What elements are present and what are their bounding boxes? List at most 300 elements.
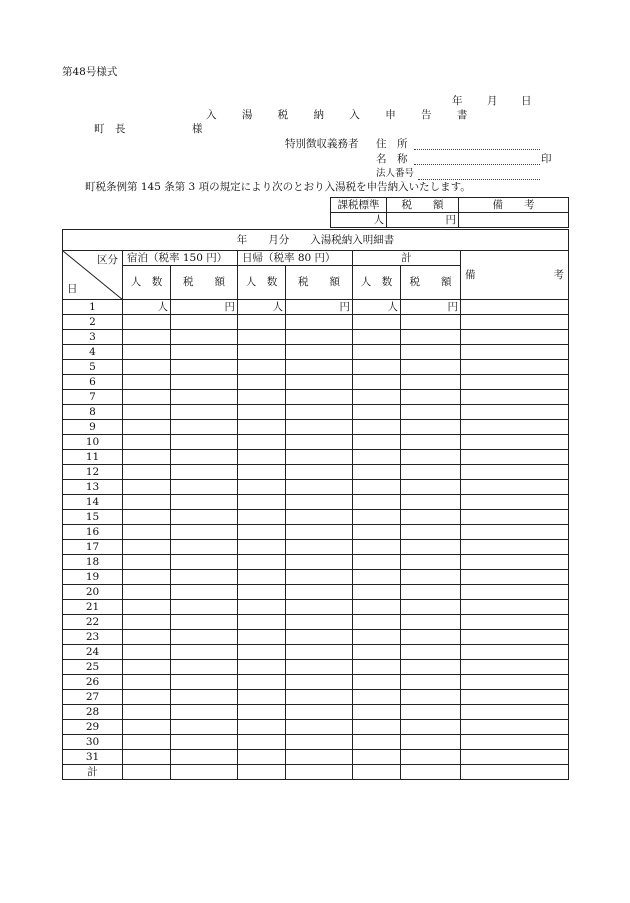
data-cell[interactable]: [286, 525, 353, 540]
data-cell[interactable]: [123, 495, 171, 510]
data-cell[interactable]: [238, 480, 286, 495]
data-cell[interactable]: [238, 675, 286, 690]
data-cell[interactable]: [461, 585, 569, 600]
data-cell[interactable]: [353, 600, 401, 615]
data-cell[interactable]: [461, 495, 569, 510]
corner-top-label: 区分: [97, 254, 118, 266]
data-cell[interactable]: [401, 330, 461, 345]
data-cell[interactable]: [461, 375, 569, 390]
data-cell[interactable]: [286, 420, 353, 435]
data-cell[interactable]: [123, 360, 171, 375]
table-row: [63, 660, 569, 675]
data-cell[interactable]: [401, 465, 461, 480]
data-cell[interactable]: [123, 480, 171, 495]
day-number: 21: [63, 600, 123, 615]
table-row: [63, 540, 569, 555]
data-cell[interactable]: [353, 720, 401, 735]
table-row: [63, 750, 569, 765]
data-cell[interactable]: [353, 630, 401, 645]
data-cell[interactable]: [353, 300, 401, 315]
table-row: [63, 435, 569, 450]
data-cell[interactable]: [461, 315, 569, 330]
data-cell[interactable]: [401, 450, 461, 465]
table-row: [63, 585, 569, 600]
data-cell[interactable]: [401, 360, 461, 375]
data-cell[interactable]: [353, 585, 401, 600]
data-cell[interactable]: [171, 300, 238, 315]
data-cell[interactable]: [238, 750, 286, 765]
data-cell[interactable]: [286, 390, 353, 405]
data-cell[interactable]: [401, 315, 461, 330]
data-cell[interactable]: [353, 735, 401, 750]
data-cell[interactable]: [123, 405, 171, 420]
summary-header-remarks: 備 考: [459, 198, 569, 213]
data-cell[interactable]: [353, 705, 401, 720]
data-cell[interactable]: [401, 345, 461, 360]
data-cell[interactable]: [171, 420, 238, 435]
seal-mark: 印: [541, 153, 552, 165]
table-row: [63, 375, 569, 390]
data-cell[interactable]: [401, 675, 461, 690]
detail-table: [62, 229, 569, 780]
data-cell[interactable]: [238, 510, 286, 525]
data-cell[interactable]: [238, 375, 286, 390]
day-number: 18: [63, 555, 123, 570]
data-cell[interactable]: [401, 630, 461, 645]
sub-header-tax-lodging: 税 額: [171, 266, 238, 300]
table-row: [63, 525, 569, 540]
data-cell[interactable]: [286, 480, 353, 495]
data-cell[interactable]: [123, 645, 171, 660]
total-cell[interactable]: [461, 765, 569, 780]
corp-number-field[interactable]: [418, 179, 540, 180]
data-cell[interactable]: [461, 675, 569, 690]
table-row: [63, 690, 569, 705]
data-cell[interactable]: [286, 450, 353, 465]
data-cell[interactable]: [286, 510, 353, 525]
total-cell[interactable]: [171, 765, 238, 780]
data-cell[interactable]: [461, 735, 569, 750]
data-cell[interactable]: [286, 495, 353, 510]
data-cell[interactable]: [461, 720, 569, 735]
table-row: [63, 465, 569, 480]
data-cell[interactable]: [171, 585, 238, 600]
data-cell[interactable]: [238, 405, 286, 420]
data-cell[interactable]: [171, 555, 238, 570]
data-cell[interactable]: [353, 555, 401, 570]
day-number: 8: [63, 405, 123, 420]
table-row: [63, 360, 569, 375]
data-cell[interactable]: [238, 570, 286, 585]
address-label: 住 所: [376, 138, 408, 150]
data-cell[interactable]: [238, 615, 286, 630]
data-cell[interactable]: [461, 510, 569, 525]
data-cell[interactable]: [123, 375, 171, 390]
total-cell[interactable]: [401, 765, 461, 780]
data-cell[interactable]: [238, 735, 286, 750]
day-number: 5: [63, 360, 123, 375]
day-number: 20: [63, 585, 123, 600]
data-cell[interactable]: [353, 465, 401, 480]
data-cell[interactable]: [123, 540, 171, 555]
data-cell[interactable]: [286, 345, 353, 360]
data-cell[interactable]: [353, 510, 401, 525]
statement-text: 町税条例第 145 条第 3 項の規定により次のとおり入湯税を申告納入いたします。: [85, 181, 471, 193]
data-cell[interactable]: [401, 375, 461, 390]
data-cell[interactable]: [123, 675, 171, 690]
table-row: [63, 495, 569, 510]
data-cell[interactable]: [123, 630, 171, 645]
data-cell[interactable]: [461, 540, 569, 555]
data-cell[interactable]: [461, 615, 569, 630]
data-cell[interactable]: [123, 720, 171, 735]
data-cell[interactable]: [461, 360, 569, 375]
total-cell[interactable]: [238, 765, 286, 780]
data-cell[interactable]: [461, 330, 569, 345]
unit-person: 人: [373, 213, 384, 226]
data-cell[interactable]: [171, 675, 238, 690]
day-number: 3: [63, 330, 123, 345]
sub-header-tax-daytrip: 税 額: [286, 266, 353, 300]
unit-person: 人: [157, 300, 168, 313]
data-cell[interactable]: [123, 420, 171, 435]
data-cell[interactable]: [238, 390, 286, 405]
data-cell[interactable]: [171, 600, 238, 615]
data-cell[interactable]: [461, 705, 569, 720]
data-cell[interactable]: [171, 345, 238, 360]
data-cell[interactable]: [123, 390, 171, 405]
corner-cell: [63, 251, 123, 300]
data-cell[interactable]: [238, 540, 286, 555]
data-cell[interactable]: [171, 615, 238, 630]
summary-tax-amount-cell[interactable]: [387, 213, 459, 228]
data-cell[interactable]: [286, 585, 353, 600]
data-cell[interactable]: [286, 555, 353, 570]
table-row: [63, 480, 569, 495]
data-cell[interactable]: [461, 690, 569, 705]
data-cell[interactable]: [123, 615, 171, 630]
day-number: 9: [63, 420, 123, 435]
sub-header-count-total: 人 数: [353, 266, 401, 300]
data-cell[interactable]: [286, 750, 353, 765]
corp-number-label: 法人番号: [376, 168, 415, 179]
data-cell[interactable]: [353, 435, 401, 450]
day-number: 29: [63, 720, 123, 735]
unit-yen: 円: [339, 300, 350, 313]
table-row: [63, 405, 569, 420]
day-number: 14: [63, 495, 123, 510]
data-cell[interactable]: [238, 435, 286, 450]
data-cell[interactable]: [171, 750, 238, 765]
unit-person: 人: [387, 300, 398, 313]
data-cell[interactable]: [461, 480, 569, 495]
data-cell[interactable]: [401, 585, 461, 600]
data-cell[interactable]: [171, 360, 238, 375]
data-cell[interactable]: [171, 315, 238, 330]
data-cell[interactable]: [353, 330, 401, 345]
data-cell[interactable]: [171, 735, 238, 750]
data-cell[interactable]: [123, 435, 171, 450]
data-cell[interactable]: [461, 465, 569, 480]
remarks-header: 備 考: [461, 251, 569, 300]
data-cell[interactable]: [461, 555, 569, 570]
data-cell[interactable]: [123, 585, 171, 600]
data-cell[interactable]: [238, 600, 286, 615]
table-row: [63, 570, 569, 585]
data-cell[interactable]: [286, 630, 353, 645]
data-cell[interactable]: [401, 570, 461, 585]
total-cell[interactable]: [286, 765, 353, 780]
data-cell[interactable]: [461, 450, 569, 465]
data-cell[interactable]: [238, 465, 286, 480]
data-cell[interactable]: [286, 615, 353, 630]
data-cell[interactable]: [401, 660, 461, 675]
data-cell[interactable]: [461, 660, 569, 675]
day-number: 17: [63, 540, 123, 555]
data-cell[interactable]: [461, 570, 569, 585]
day-number: 28: [63, 705, 123, 720]
data-cell[interactable]: [171, 525, 238, 540]
data-cell[interactable]: [171, 390, 238, 405]
sub-header-count-lodging: 人 数: [123, 266, 171, 300]
data-cell[interactable]: [401, 735, 461, 750]
data-cell[interactable]: [238, 495, 286, 510]
data-cell[interactable]: [171, 660, 238, 675]
data-cell[interactable]: [238, 720, 286, 735]
data-cell[interactable]: [401, 420, 461, 435]
data-cell[interactable]: [171, 630, 238, 645]
document-title: 入 湯 税 納 入 申 告 書: [206, 109, 479, 121]
data-cell[interactable]: [353, 480, 401, 495]
data-cell[interactable]: [401, 645, 461, 660]
table-row: [63, 300, 569, 315]
data-cell[interactable]: [238, 660, 286, 675]
day-number: 4: [63, 345, 123, 360]
data-cell[interactable]: [461, 750, 569, 765]
data-cell[interactable]: [171, 375, 238, 390]
data-cell[interactable]: [286, 435, 353, 450]
data-cell[interactable]: [123, 330, 171, 345]
data-cell[interactable]: [353, 495, 401, 510]
summary-remarks-cell[interactable]: [459, 213, 569, 228]
data-cell[interactable]: [353, 570, 401, 585]
data-cell[interactable]: [171, 570, 238, 585]
data-cell[interactable]: [401, 615, 461, 630]
data-cell[interactable]: [123, 570, 171, 585]
data-cell[interactable]: [353, 420, 401, 435]
data-cell[interactable]: [238, 360, 286, 375]
data-cell[interactable]: [401, 495, 461, 510]
data-cell[interactable]: [171, 435, 238, 450]
sub-header-count-daytrip: 人 数: [238, 266, 286, 300]
data-cell[interactable]: [286, 600, 353, 615]
data-cell[interactable]: [353, 315, 401, 330]
data-cell[interactable]: [123, 315, 171, 330]
data-cell[interactable]: [401, 705, 461, 720]
data-cell[interactable]: [401, 510, 461, 525]
data-cell[interactable]: [286, 300, 353, 315]
group-daytrip: 日帰（税率 80 円）: [238, 251, 353, 266]
data-cell[interactable]: [353, 660, 401, 675]
data-cell[interactable]: [401, 435, 461, 450]
data-cell[interactable]: [353, 615, 401, 630]
data-cell[interactable]: [171, 495, 238, 510]
data-cell[interactable]: [171, 510, 238, 525]
data-cell[interactable]: [461, 300, 569, 315]
data-cell[interactable]: [286, 675, 353, 690]
date-year: 年: [452, 95, 463, 107]
data-cell[interactable]: [353, 645, 401, 660]
date-month: 月: [487, 95, 498, 107]
data-cell[interactable]: [353, 390, 401, 405]
data-cell[interactable]: [171, 450, 238, 465]
data-cell[interactable]: [286, 315, 353, 330]
data-cell[interactable]: [461, 525, 569, 540]
data-cell[interactable]: [401, 300, 461, 315]
unit-person: 人: [272, 300, 283, 313]
data-cell[interactable]: [123, 525, 171, 540]
data-cell[interactable]: [123, 750, 171, 765]
data-cell[interactable]: [353, 375, 401, 390]
data-cell[interactable]: [461, 405, 569, 420]
data-cell[interactable]: [123, 465, 171, 480]
total-row-label: 計: [63, 765, 123, 780]
data-cell[interactable]: [461, 645, 569, 660]
data-cell[interactable]: [171, 720, 238, 735]
data-cell[interactable]: [238, 705, 286, 720]
table-row: [63, 330, 569, 345]
data-cell[interactable]: [171, 330, 238, 345]
data-cell[interactable]: [286, 465, 353, 480]
table-row: [63, 450, 569, 465]
group-total: 計: [353, 251, 461, 266]
data-cell[interactable]: [238, 345, 286, 360]
data-cell[interactable]: [238, 645, 286, 660]
data-cell[interactable]: [171, 690, 238, 705]
data-cell[interactable]: [353, 450, 401, 465]
day-number: 27: [63, 690, 123, 705]
data-cell[interactable]: [171, 480, 238, 495]
data-cell[interactable]: [171, 405, 238, 420]
data-cell[interactable]: [353, 750, 401, 765]
data-cell[interactable]: [353, 675, 401, 690]
data-cell[interactable]: [401, 480, 461, 495]
day-number: 24: [63, 645, 123, 660]
day-number: 16: [63, 525, 123, 540]
group-lodging: 宿泊（税率 150 円）: [123, 251, 238, 266]
data-cell[interactable]: [353, 345, 401, 360]
day-number: 1: [63, 300, 123, 315]
data-cell[interactable]: [461, 345, 569, 360]
data-cell[interactable]: [286, 360, 353, 375]
table-row: [63, 735, 569, 750]
data-cell[interactable]: [238, 555, 286, 570]
data-cell[interactable]: [238, 525, 286, 540]
data-cell[interactable]: [286, 705, 353, 720]
day-number: 15: [63, 510, 123, 525]
data-cell[interactable]: [353, 540, 401, 555]
data-cell[interactable]: [238, 315, 286, 330]
data-cell[interactable]: [123, 510, 171, 525]
data-cell[interactable]: [238, 420, 286, 435]
total-cell[interactable]: [353, 765, 401, 780]
data-cell[interactable]: [401, 555, 461, 570]
data-cell[interactable]: [123, 555, 171, 570]
data-cell[interactable]: [238, 690, 286, 705]
summary-tax-base-cell[interactable]: [331, 213, 387, 228]
data-cell[interactable]: [238, 300, 286, 315]
data-cell[interactable]: [461, 600, 569, 615]
data-cell[interactable]: [353, 360, 401, 375]
data-cell[interactable]: [123, 735, 171, 750]
data-cell[interactable]: [401, 525, 461, 540]
data-cell[interactable]: [286, 735, 353, 750]
unit-yen: 円: [445, 213, 456, 226]
data-cell[interactable]: [461, 420, 569, 435]
data-cell[interactable]: [461, 630, 569, 645]
data-cell[interactable]: [461, 390, 569, 405]
data-cell[interactable]: [123, 705, 171, 720]
data-cell[interactable]: [286, 690, 353, 705]
data-cell[interactable]: [286, 375, 353, 390]
data-cell[interactable]: [286, 540, 353, 555]
data-cell[interactable]: [401, 390, 461, 405]
total-cell[interactable]: [123, 765, 171, 780]
data-cell[interactable]: [123, 600, 171, 615]
data-cell[interactable]: [401, 600, 461, 615]
day-number: 31: [63, 750, 123, 765]
data-cell[interactable]: [401, 690, 461, 705]
data-cell[interactable]: [353, 525, 401, 540]
data-cell[interactable]: [238, 330, 286, 345]
data-cell[interactable]: [171, 645, 238, 660]
address-field[interactable]: [414, 149, 540, 150]
table-row: [63, 675, 569, 690]
data-cell[interactable]: [401, 750, 461, 765]
data-cell[interactable]: [123, 300, 171, 315]
data-cell[interactable]: [286, 330, 353, 345]
data-cell[interactable]: [238, 585, 286, 600]
data-cell[interactable]: [286, 405, 353, 420]
data-cell[interactable]: [123, 345, 171, 360]
data-cell[interactable]: [286, 645, 353, 660]
data-cell[interactable]: [171, 465, 238, 480]
data-cell[interactable]: [171, 705, 238, 720]
table-row: [63, 720, 569, 735]
data-cell[interactable]: [401, 720, 461, 735]
data-cell[interactable]: [238, 630, 286, 645]
data-cell[interactable]: [286, 570, 353, 585]
data-cell[interactable]: [353, 405, 401, 420]
form-number: 第48号様式: [62, 66, 118, 78]
day-number: 13: [63, 480, 123, 495]
data-cell[interactable]: [123, 450, 171, 465]
data-cell[interactable]: [401, 540, 461, 555]
table-row: [63, 600, 569, 615]
data-cell[interactable]: [123, 690, 171, 705]
data-cell[interactable]: [123, 660, 171, 675]
data-cell[interactable]: [461, 435, 569, 450]
data-cell[interactable]: [171, 540, 238, 555]
data-cell[interactable]: [401, 405, 461, 420]
name-field[interactable]: [414, 164, 540, 165]
data-cell[interactable]: [353, 690, 401, 705]
table-row: [63, 645, 569, 660]
day-rows: [63, 300, 569, 765]
data-cell[interactable]: [286, 660, 353, 675]
data-cell[interactable]: [238, 450, 286, 465]
data-cell[interactable]: [286, 720, 353, 735]
